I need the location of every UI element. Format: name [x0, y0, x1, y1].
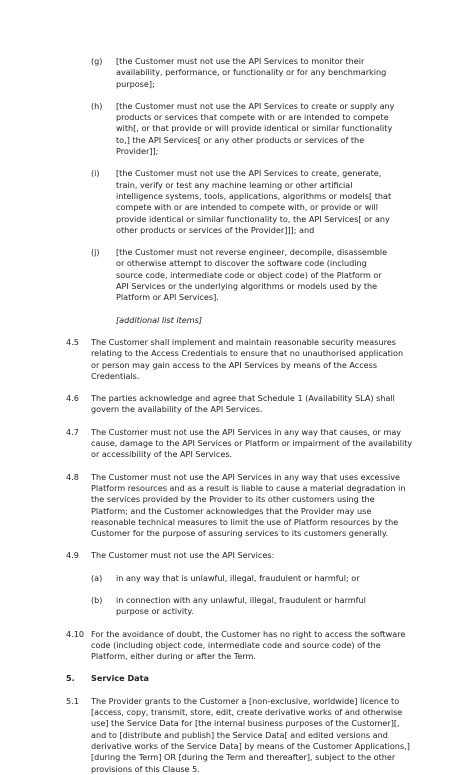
list-item-number: (j) — [91, 247, 100, 258]
clause-text: The Provider grants to the Customer a [non-exclusive, worldwide] licence to [access, copy, transmit, store, edit, create derivative works of and otherwise use] the Service Data for [the internal business purposes of the Customer][, and to [distribute and publish] the Service Data[ and edited versions and derivative works of the Service Data] by means of the Customer Applications,] [during the Term] OR [during the Term and thereafter], subject to the other provisions of this Clause 5. — [91, 695, 410, 774]
list-item — [91, 247, 414, 303]
clause-text: The Customer must not use the API Services in any way that causes, or may cause, damage to the API Services or Platform or impairment of the availability or accessibility of the API Services. — [91, 426, 413, 460]
list-item — [91, 56, 414, 90]
list-item-number: (i) — [91, 168, 100, 179]
additional-items-note: [additional list items] — [116, 314, 203, 325]
list-item-number: (b) — [91, 594, 103, 605]
clause — [66, 393, 414, 416]
section-title: Service Data — [91, 673, 149, 684]
list-item-text: in any way that is unlawful, illegal, fraudulent or harmful; or — [116, 572, 360, 583]
list-item-text: [the Customer must not use the API Services to create, generate, train, verify or test any machine learning or other artificial intelligence systems, tools, applications, algorithms or models[ that compete with or are intended to compete with, or provide or will provide identical or similar functionality to, the API Services[ or any other products or services of the Provider]]]; and — [116, 168, 392, 235]
list-item-number: (g) — [91, 56, 103, 66]
list-item-text: [the Customer must not use the API Services to monitor their availability, performance, or functionality or for any benchmarking purpose]; — [116, 56, 387, 89]
list-item-text: [the Customer must not use the API Services to create or supply any products or services that compete with or are intended to compete with[, or that provide or will provide identical or similar functionality to,] the API Services[ or any other products or services of the Provider]]; — [116, 100, 395, 157]
clause-number: 4.7 — [66, 426, 79, 437]
list-item-number: (a) — [91, 572, 103, 583]
clause-text: For the avoidance of doubt, the Customer has no right to access the software code (including object code, intermediate code and source code) of the Platform, either during or after the Term. — [91, 628, 406, 662]
clause-number: 4.9 — [66, 550, 79, 561]
list-item-text: [the Customer must not reverse engineer, decompile, disassemble or otherwise attempt to discover the software code (including source code, intermediate code or object code) of the Platform or API Services or the underlying algorithms or models used by the Platform or API Services]. — [116, 247, 388, 303]
clause-number: 5.1 — [66, 695, 79, 706]
clause-4-9-subitems — [66, 573, 414, 618]
clause — [66, 629, 414, 663]
list-item — [91, 168, 414, 236]
list-item — [91, 101, 414, 157]
clause — [66, 696, 414, 775]
section-heading — [66, 673, 414, 684]
clause-number: 4.10 — [66, 628, 85, 639]
clause — [66, 550, 414, 561]
list-g-to-j — [66, 56, 414, 304]
clauses-4-5-to-4-9 — [66, 337, 414, 562]
clause — [66, 472, 414, 540]
list-item — [91, 573, 414, 584]
clause-number: 4.6 — [66, 393, 79, 404]
clause — [66, 337, 414, 382]
clause — [66, 427, 414, 461]
clause-text: The Customer shall implement and maintain reasonable security measures relating to the Access Credentials to ensure that no unauthorised application or person may gain access to the API Services by means of the Access Credentials. — [91, 336, 404, 381]
list-item — [91, 595, 414, 618]
clause-text: The Customer must not use the API Services: — [91, 550, 275, 561]
clause-text: The parties acknowledge and agree that Schedule 1 (Availability SLA) shall govern the availability of the API Services. — [91, 393, 395, 415]
list-item-text: in connection with any unlawful, illegal, fraudulent or harmful purpose or activity. — [116, 594, 366, 617]
section-number: 5. — [66, 673, 75, 684]
clause-text: The Customer must not use the API Services in any way that uses excessive Platform resources and as a result is liable to cause a material degradation in the services provided by the Provider to its other customers using the Platform; and the Customer acknowledges that the Provider may use reasonable technical measures to limit the use of Platform resources by the Customer for the purpose of assuring services to its customers generally. — [91, 471, 406, 539]
clause-number: 4.8 — [66, 471, 79, 482]
list-item-number: (h) — [91, 100, 103, 111]
clause-number: 4.5 — [66, 336, 79, 347]
